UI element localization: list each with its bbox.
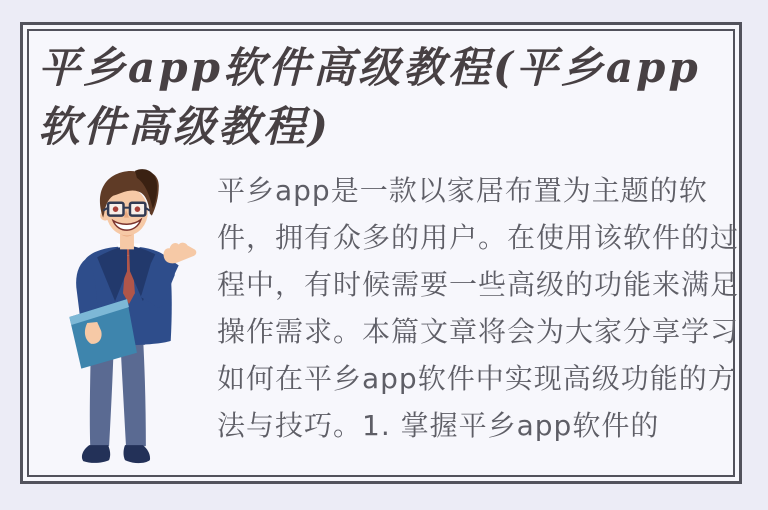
businessman-illustration — [45, 156, 205, 474]
article-body: 平乡app是一款以家居布置为主题的软件，拥有众多的用户。在使用该软件的过程中，有时候需要一些高级的功能来满足操作需求。本篇文章将会为大家分享学习如何在平乡app软件中实现高级功能的方法与技巧。1. 掌握平乡app软件的 — [217, 174, 740, 442]
man-shoes — [82, 445, 150, 463]
man-open-palm — [164, 243, 197, 264]
article-title: 平乡app软件高级教程(平乡app软件高级教程) — [38, 43, 701, 151]
